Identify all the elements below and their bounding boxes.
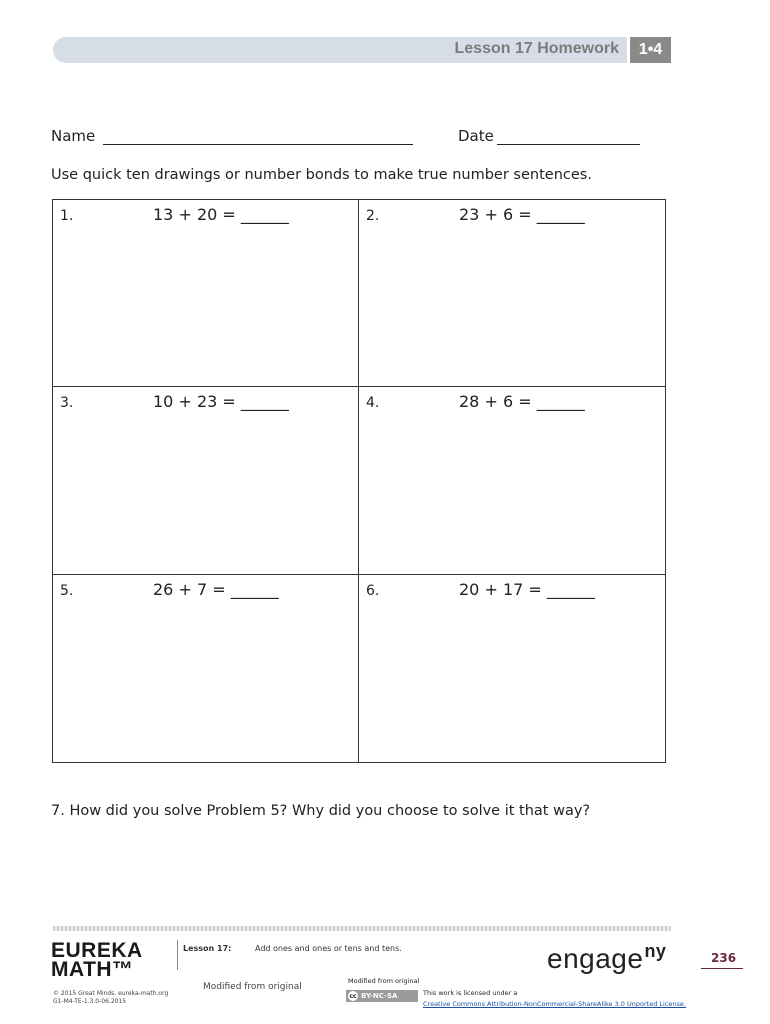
module-badge: 1•4 — [627, 37, 671, 63]
name-label: Name — [51, 127, 96, 145]
modified-note-small: Modified from original — [348, 977, 420, 985]
instructions: Use quick ten drawings or number bonds to make true number sentences. — [51, 167, 592, 183]
problem-number: 3. — [60, 395, 74, 412]
license-link[interactable]: Creative Commons Attribution-NonCommercial-ShareAlike 3.0 Unported License. — [423, 1000, 686, 1008]
problem-equation: 20 + 17 = ______ — [459, 579, 595, 599]
cc-icon: cc — [349, 992, 357, 1000]
problem-number: 2. — [366, 208, 380, 224]
footer-divider — [177, 940, 178, 970]
problem-cell[interactable] — [53, 200, 359, 387]
copyright — [53, 990, 168, 1006]
lesson-title: Lesson 17 Homework — [454, 40, 619, 57]
footer-lesson-desc: Add ones and ones or tens and tens. — [255, 944, 402, 953]
copyright-code: G1-M4-TE-1.3.0-06.2015 — [53, 998, 127, 1005]
problem-grid — [52, 199, 666, 763]
problem-equation: 28 + 6 = ______ — [459, 392, 585, 412]
cc-badge-label: BY-NC-SA — [361, 992, 398, 1000]
ny-text: ny — [644, 941, 667, 961]
problem-cell[interactable] — [53, 575, 359, 762]
engage-ny-logo — [547, 941, 666, 975]
license-line: This work is licensed under a — [423, 989, 518, 997]
footer-lesson-label: Lesson 17: — [183, 944, 232, 953]
page-number: 236 — [711, 951, 737, 965]
problem-cell[interactable] — [359, 200, 665, 387]
date-field[interactable] — [497, 144, 640, 145]
problem-equation: 23 + 6 = ______ — [459, 205, 585, 224]
modified-note: Modified from original — [203, 982, 302, 992]
problem-number: 1. — [60, 208, 74, 224]
logo-line-2: MATH™ — [51, 958, 134, 981]
page-number-underline — [701, 968, 743, 969]
eureka-math-logo — [51, 941, 143, 979]
engage-text: engage — [547, 943, 644, 974]
problem-number: 4. — [366, 395, 380, 412]
problem-cell[interactable] — [359, 387, 665, 574]
license-text — [423, 988, 686, 1010]
date-label: Date — [458, 127, 494, 145]
problem-cell[interactable] — [53, 387, 359, 574]
problem-equation: 26 + 7 = ______ — [153, 579, 279, 599]
problem-number: 6. — [366, 582, 380, 599]
header-bar — [53, 37, 671, 63]
question-7: 7. How did you solve Problem 5? Why did you choose to solve it that way? — [51, 803, 591, 819]
problem-cell[interactable] — [359, 575, 665, 762]
footer-rule — [53, 926, 671, 931]
problem-equation: 13 + 20 = ______ — [153, 205, 289, 224]
name-field[interactable] — [103, 144, 413, 145]
logo-line-1: EUREKA — [51, 939, 143, 962]
problem-number: 5. — [60, 582, 74, 599]
cc-license-badge[interactable] — [346, 990, 418, 1002]
problem-equation: 10 + 23 = ______ — [153, 392, 289, 412]
copyright-line: © 2015 Great Minds. eureka-math.org — [53, 990, 169, 997]
